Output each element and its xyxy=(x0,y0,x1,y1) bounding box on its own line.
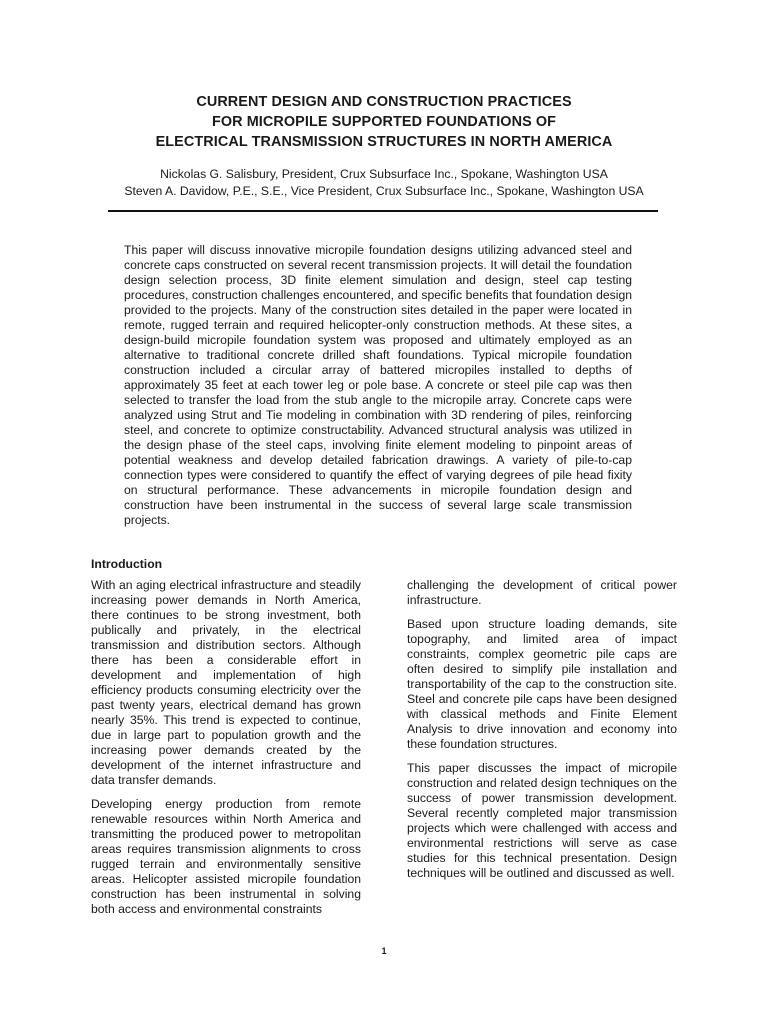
paragraph: challenging the development of critical power infrastructure. xyxy=(407,578,677,607)
paragraph: Based upon structure loading demands, site topography, and limited area of impact constraints, complex geometric pile caps are often desired to simplify pile installation and transportability of the cap to the construction site. Steel and concrete pile caps have been designed with classical methods and Finite Element Analysis to drive innovation and economy into these foundation structures. xyxy=(407,617,677,751)
page-number: 1 xyxy=(381,946,387,956)
header-divider xyxy=(108,210,658,212)
section-heading-introduction: Introduction xyxy=(91,557,163,571)
title-line-3: ELECTRICAL TRANSMISSION STRUCTURES IN NORTH AMERICA xyxy=(155,134,613,150)
right-column xyxy=(407,578,677,890)
author-list xyxy=(0,166,768,199)
author-1: Nickolas G. Salisbury, President, Crux Subsurface Inc., Spokane, Washington USA xyxy=(160,167,608,181)
paragraph: This paper discusses the impact of micropile construction and related design techniques on the success of power transmission development. Several recently completed major transmission projects which were challenged with access and environmental restrictions will serve as case studies for this technical presentation. Design techniques will be outlined and discussed as well. xyxy=(407,761,677,880)
paragraph: With an aging electrical infrastructure and steadily increasing power demands in North America, there continues to be strong investment, both publically and privately, in the electrical transmission and distribution sectors. Although there has been a considerable effort in development and implementation of high efficiency products consuming electricity over the past twenty years, electrical demand has grown nearly 35%. This trend is expected to continue, due in large part to population growth and the increasing power demands created by the development of the internet infrastructure and data transfer demands. xyxy=(91,578,361,787)
title-line-1: CURRENT DESIGN AND CONSTRUCTION PRACTICES xyxy=(196,94,572,110)
abstract: This paper will discuss innovative micropile foundation designs utilizing advanced steel and concrete caps constructed on several recent transmission projects. It will detail the foundation design selection process, 3D finite element simulation and design, steel cap testing procedures, construction challenges encountered, and specific benefits that foundation design provided to the projects. Many of the construction sites detailed in the paper were located in remote, rugged terrain and required helicopter-only construction methods. At these sites, a design-build micropile foundation system was proposed and ultimately employed as an alternative to traditional concrete drilled shaft foundations. Typical micropile foundation construction included a circular array of battered micropiles installed to depths of approximately 35 feet at each tower leg or pole base. A concrete or steel pile cap was then selected to transfer the load from the stub angle to the micropile array. Concrete caps were analyzed using Strut and Tie modeling in combination with 3D rendering of piles, reinforcing steel, and concrete to optimize constructability. Advanced structural analysis was utilized in the design phase of the steel caps, involving finite element modeling to pinpoint areas of potential weakness and develop detailed fabrication drawings. A variety of pile-to-cap connection types were considered to quantify the effect of varying degrees of pile head fixity on structural performance. These advancements in micropile foundation design and construction have been instrumental in the success of several large scale transmission projects. xyxy=(124,243,632,527)
left-column xyxy=(91,578,361,926)
author-2: Steven A. Davidow, P.E., S.E., Vice President, Crux Subsurface Inc., Spokane, Washington USA xyxy=(124,183,644,198)
paragraph: Developing energy production from remote renewable resources within North America and transmitting the produced power to metropolitan areas requires transmission alignments to cross rugged terrain and environmentally sensitive areas. Helicopter assisted micropile foundation construction has been instrumental in solving both access and environmental constraints xyxy=(91,797,361,916)
title-line-2: FOR MICROPILE SUPPORTED FOUNDATIONS OF xyxy=(211,114,557,130)
paper-title xyxy=(0,92,768,152)
